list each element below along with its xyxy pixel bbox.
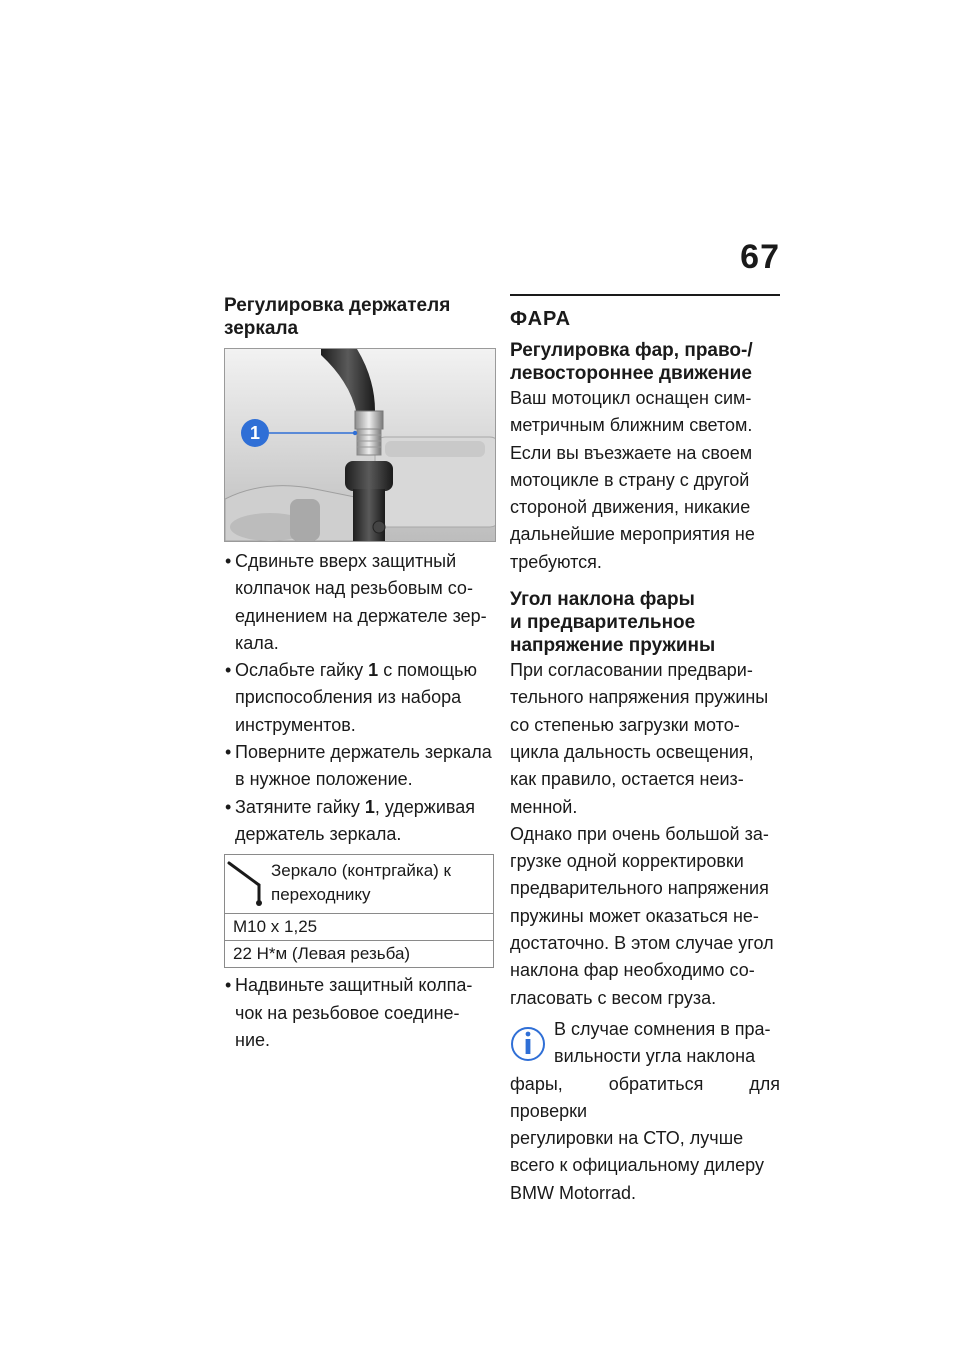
step-3: • Поверните держатель зеркала в нужное положение. xyxy=(224,739,494,794)
headlight-adjust-heading: Регулировка фар, право-/ левостороннее движение xyxy=(510,340,753,384)
mirror-holder-photo xyxy=(224,348,496,542)
headlight-angle-heading: Угол наклона фары и предварительное напряжение пружины xyxy=(510,589,716,657)
info-line: вильности угла наклона xyxy=(554,1046,756,1067)
mirror-holder-illustration xyxy=(225,349,495,541)
info-line: регулировки на СТО, лучше xyxy=(510,1128,744,1149)
section-title: ФАРА xyxy=(510,308,572,330)
step-5: • Надвиньте защитный колпа- чок на резьбовое соедине- ние. xyxy=(224,972,494,1054)
wrench-icon xyxy=(225,855,271,913)
mirror-heading-line1: Регулировка держателя xyxy=(224,295,451,316)
section-rule xyxy=(510,294,780,296)
bullet-dot-icon: • xyxy=(225,796,232,817)
torque-spec-title: Зеркало (контргайка) к переходнику xyxy=(271,861,451,905)
spec-torque-value: 22 Н*м (Левая резьба) xyxy=(233,944,411,964)
bullet-dot-icon: • xyxy=(225,551,232,571)
left-column xyxy=(224,294,494,1054)
mirror-heading-line2: зеркала xyxy=(224,318,299,339)
info-line: всего к официальному дилеру xyxy=(510,1155,764,1176)
step-4: • Затяните гайку 1, удерживая держатель зеркала. xyxy=(224,794,494,849)
headlight-angle-text-1: При согласовании предвари- тельного напряжения пружины со степенью загрузки мото- цикла дальность освещения, как правило, остается неиз- менной. xyxy=(510,660,769,817)
mirror-steps xyxy=(224,548,494,848)
headlight-adjust-text: Ваш мотоцикл оснащен сим- метричным ближним светом. Если вы въезжаете на своем мотоцикле в страну с другой стороной движения, никакие дальнейшие мероприятия не требуются. xyxy=(510,388,755,572)
info-line: В случае сомнения в пра- xyxy=(554,1018,771,1039)
part-ref-1: 1 xyxy=(368,660,379,681)
part-ref-1: 1 xyxy=(364,796,375,817)
mirror-heading xyxy=(224,294,494,340)
bullet-dot-icon: • xyxy=(225,660,232,681)
info-icon xyxy=(510,1022,546,1071)
callout-badge-1: 1 xyxy=(241,419,269,447)
right-column xyxy=(510,294,780,1207)
info-line: фары, обратиться для проверки xyxy=(510,1073,780,1121)
info-note xyxy=(510,1016,780,1207)
step-2: • Ослабьте гайку 1 с помощью приспособления из набора инструментов. xyxy=(224,657,494,739)
page-number: 67 xyxy=(740,238,780,276)
bullet-dot-icon: • xyxy=(225,742,232,763)
info-line: BMW Motorrad. xyxy=(510,1182,637,1203)
mirror-final-step xyxy=(224,972,494,1054)
torque-spec-box xyxy=(224,854,494,968)
step-1: • Сдвиньте вверх защитный колпачок над резьбовым со- единением на держателе зер- кала. xyxy=(224,548,494,657)
headlight-angle-text-2: Однако при очень большой за- грузке одной корректировки предварительного напряжения пружины может оказаться не- достаточно. В этом случае угол наклона фар необходимо со- гласовать с весом груза. xyxy=(510,823,774,1008)
torque-spec-header xyxy=(225,855,493,914)
spec-thread-size: M10 x 1,25 xyxy=(225,914,493,941)
bullet-dot-icon: • xyxy=(225,975,232,996)
